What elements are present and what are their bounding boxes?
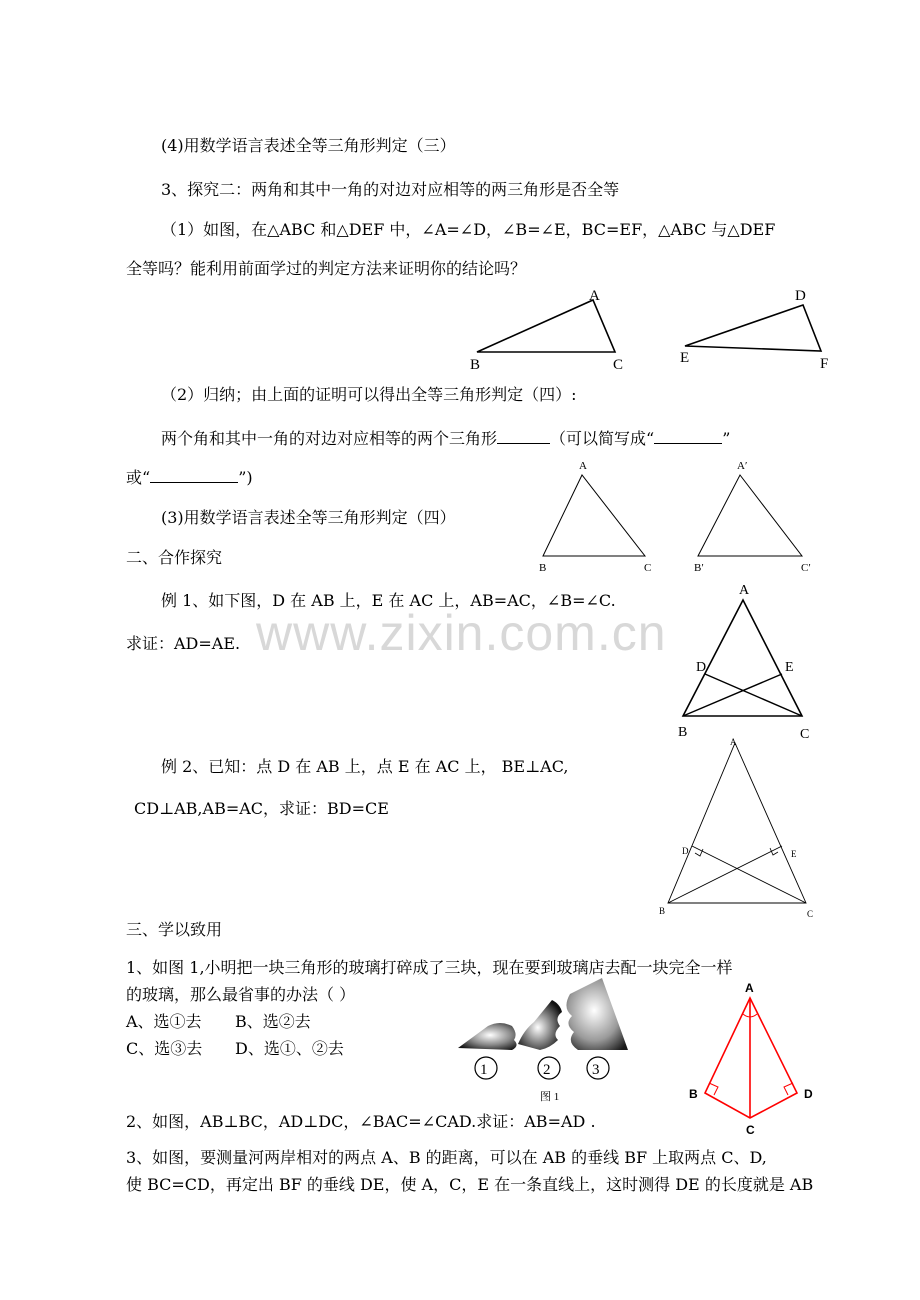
option-a: A、选①去 [126, 1012, 202, 1031]
label-a: A [589, 288, 600, 304]
figure-triangle-abc [465, 280, 635, 375]
text-line-1: (4)用数学语言表述全等三角形判定（三） [161, 136, 456, 155]
label-a: A [579, 460, 587, 472]
triangle-def [685, 305, 821, 351]
line-6-part-a: 两个角和其中一角的对边对应相等的两个三角形 [161, 429, 498, 448]
text-line-19: 2、如图，AB⊥BC，AD⊥DC，∠BAC=∠CAD.求证：AB=AD . [126, 1112, 596, 1131]
segment-dc [705, 674, 802, 716]
text-line-20: 3、如图，要测量河两岸相对的两点 A、B 的距离，可以在 AB 的垂线 BF 上取两点 C、D, [126, 1148, 767, 1167]
text-line-12: 例 2、已知：点 D 在 AB 上，点 E 在 AC 上， BE⊥AC, [161, 757, 569, 776]
label-e: E [791, 849, 797, 859]
piece-number-3: 3 [592, 1062, 600, 1078]
text-line-7 [126, 466, 253, 488]
quadrilateral-abcd [705, 998, 797, 1118]
text-line-16: 的玻璃，那么最省事的办法（ ） [126, 985, 356, 1004]
label-c: C [644, 562, 652, 574]
answer-blank-1 [497, 427, 550, 444]
label-c: C [613, 357, 624, 373]
label-b-prime: B′ [694, 562, 704, 574]
figure-caption: 图 1 [540, 1091, 560, 1103]
triangle-abc [668, 743, 806, 903]
text-line-2: 3、探究二：两角和其中一角的对边对应相等的两三角形是否全等 [161, 180, 620, 199]
text-line-8: (3)用数学语言表述全等三角形判定（四） [161, 508, 456, 527]
segment-eb [683, 674, 782, 716]
right-angle-mark-b [709, 1083, 718, 1095]
text-line-6 [161, 427, 730, 449]
triangle-abc-2 [543, 475, 645, 556]
option-c: C、选③去 [126, 1039, 203, 1058]
line-7-part-a: 或“ [126, 468, 151, 487]
label-a: A [745, 981, 754, 995]
figure-kite-abcd [682, 978, 822, 1137]
figure-triangle-abc-prime [688, 458, 828, 578]
label-b: B [539, 562, 547, 574]
label-d: D [696, 660, 707, 675]
figure-example-1 [672, 578, 822, 748]
label-e: E [680, 350, 690, 366]
text-line-3: （1）如图，在△ABC 和△DEF 中，∠A=∠D，∠B=∠E，BC=EF，△ABC 与△DEF [161, 220, 776, 239]
label-c: C [746, 1123, 755, 1137]
glass-piece-1 [458, 1023, 517, 1050]
label-c: C [807, 909, 814, 919]
label-a-prime: A′ [737, 460, 748, 472]
line-6-part-b: （可以简写成“ [550, 429, 655, 448]
figure-broken-glass [452, 978, 642, 1108]
option-d: D、选①、②去 [235, 1039, 344, 1058]
glass-piece-3 [566, 978, 628, 1050]
text-line-10: 例 1、如下图，D 在 AB 上，E 在 AC 上，AB=AC，∠B=∠C. [161, 591, 616, 610]
right-angle-mark-d [784, 1083, 793, 1095]
label-b: B [470, 357, 481, 373]
watermark: www.zixin.com.cn [256, 605, 667, 661]
text-line-5: （2）归纳；由上面的证明可以得出全等三角形判定（四）: [161, 385, 577, 404]
section-heading-3: 三、学以致用 [126, 920, 223, 939]
label-f: F [820, 356, 829, 372]
label-d: D [804, 1087, 813, 1101]
segment-cd [692, 846, 806, 903]
answer-blank-2 [654, 427, 722, 444]
triangle-abc [683, 600, 802, 716]
figure-triangle-abc-2 [535, 458, 665, 578]
piece-number-2: 2 [543, 1062, 551, 1078]
label-d: D [795, 288, 806, 304]
section-heading-2: 二、合作探究 [126, 548, 223, 567]
right-angle-mark-d [695, 849, 703, 856]
glass-piece-2 [518, 1000, 562, 1050]
label-a: A [730, 737, 737, 747]
text-line-21: 使 BC=CD，再定出 BF 的垂线 DE，使 A，C，E 在一条直线上，这时测得 DE 的长度就是 AB [126, 1175, 814, 1194]
triangle-abc-prime [698, 475, 802, 556]
line-7-part-b: ”) [238, 468, 253, 487]
label-a: A [739, 583, 750, 598]
answer-blank-3 [150, 466, 238, 483]
figure-triangle-def [675, 280, 845, 375]
text-line-11: 求证：AD=AE. [126, 634, 241, 653]
label-b: B [659, 906, 666, 916]
figure-example-2 [656, 733, 816, 923]
text-line-4: 全等吗？能利用前面学过的判定方法来证明你的结论吗？ [126, 259, 527, 278]
triangle-abc [477, 300, 615, 352]
option-b: B、选②去 [235, 1012, 311, 1031]
piece-number-1: 1 [480, 1062, 488, 1078]
text-line-13: CD⊥AB,AB=AC，求证：BD=CE [134, 799, 389, 818]
label-b: B [689, 1087, 698, 1101]
line-6-part-c: ” [722, 429, 731, 448]
label-c-prime: C′ [801, 562, 811, 574]
label-d: D [682, 846, 689, 856]
label-b: B [678, 725, 688, 740]
text-line-15: 1、如图 1,小明把一块三角形的玻璃打碎成了三块，现在要到玻璃店去配一块完全一样 [126, 958, 733, 977]
label-c: C [800, 727, 810, 742]
label-e: E [785, 660, 794, 675]
